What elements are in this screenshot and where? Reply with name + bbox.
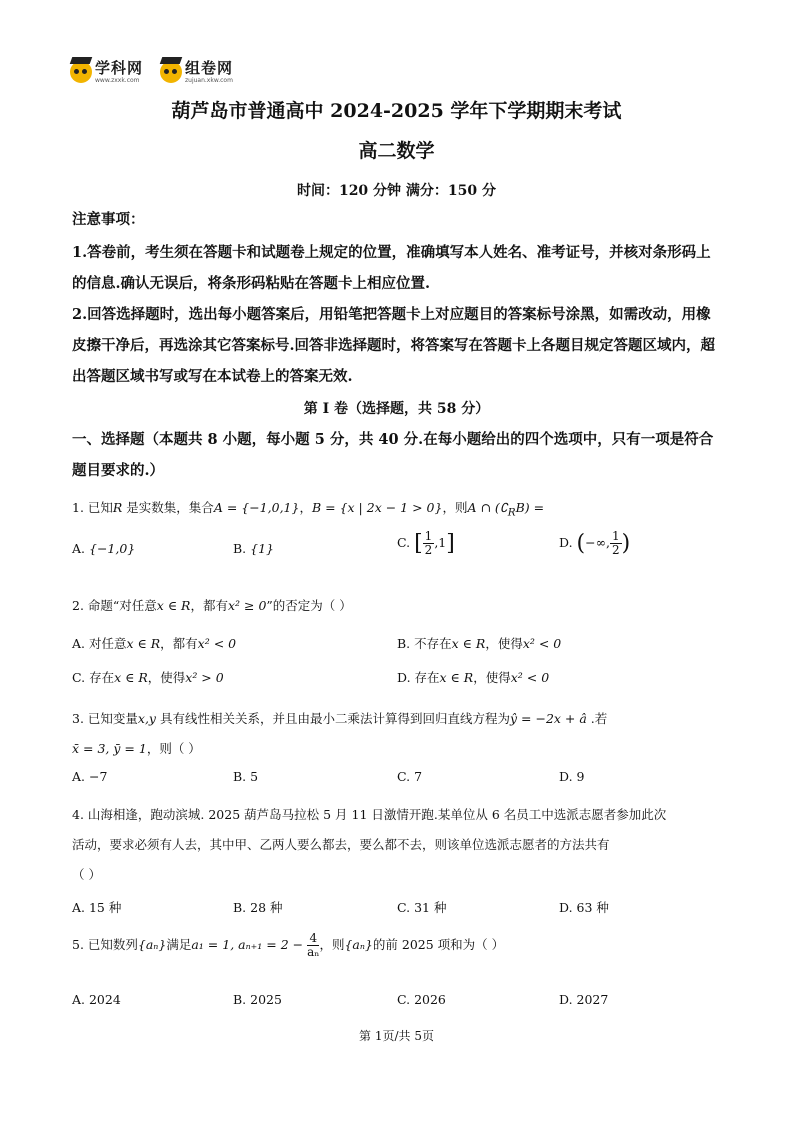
option-math: x² > 0 (185, 670, 224, 685)
q2-math: x² ≥ 0 (227, 598, 267, 613)
q1-text: 是实数集，集合 (122, 500, 214, 515)
frac-num: 1 (612, 529, 620, 543)
q1-text-2: ，则 (442, 500, 468, 515)
frac-num: 1 (424, 529, 433, 543)
question-2 (72, 596, 352, 614)
q5-math: {aₙ} (137, 937, 167, 953)
notice-heading: 注意事项： (72, 211, 145, 228)
subject-title: 高二数学 (358, 140, 435, 162)
q1-expr-end: B) = (515, 500, 545, 515)
q3-option-b[interactable]: B. 5 (233, 769, 259, 784)
q1-expr-sub: R (507, 506, 516, 519)
q4-option-d[interactable]: D. 63 种 (559, 900, 609, 915)
frac-den: aₙ (307, 945, 320, 960)
q5-math: {aₙ} (344, 937, 373, 953)
notice-item-1: 1.答卷前，考生须在答题卡和试题卷上规定的位置，准确填写本人姓名、准考证号，并核对条形码上的信息.确认无误后，将条形码粘贴在答题卡上相应位置. (72, 244, 711, 292)
option-math: x ∈ R (114, 670, 148, 685)
option-math: x² < 0 (197, 636, 237, 651)
logo-name: 学科网 (95, 58, 144, 77)
question-4-line-3: （ ） (72, 867, 101, 882)
q1-comma: ， (299, 500, 312, 515)
q2-option-b[interactable] (397, 634, 561, 652)
frac-num: 4 (309, 931, 318, 945)
q1-option-a[interactable] (72, 541, 135, 556)
q3-option-d[interactable]: D. 9 (559, 769, 585, 784)
q5-option-a[interactable]: A. 2024 (72, 992, 121, 1007)
question-3 (72, 709, 607, 727)
q3-text: .若 (586, 711, 608, 726)
q3-text: 3. 已知变量 (72, 711, 138, 726)
question-1 (72, 498, 544, 519)
logo-name: 组卷网 (185, 58, 234, 77)
q1-option-b[interactable] (233, 541, 274, 556)
option-value: −∞, (585, 535, 611, 551)
option-label: B. (233, 541, 247, 556)
question-5 (72, 932, 504, 959)
question-3-line-2 (72, 739, 201, 757)
q4-option-b[interactable]: B. 28 种 (233, 900, 283, 915)
option-text: ，使得 (485, 636, 523, 651)
question-4-line-1: 4. 山海相逢，跑动滨城. 2025 葫芦岛马拉松 5 月 11 日激情开跑.某单位从 6 名员工中选派志愿者参加此次 (72, 807, 667, 822)
page-footer: 第 1页/共 5页 (359, 1029, 434, 1043)
q3-option-c[interactable]: C. 7 (397, 769, 423, 784)
q1-prefix: 1. 已知 (72, 500, 113, 515)
time-info: 时间：120 分钟 满分：150 分 (296, 183, 497, 199)
option-value: {−1,0} (89, 541, 136, 556)
q3-math: x,y (137, 711, 156, 726)
option-label: A. (72, 541, 86, 556)
option-text: ，使得 (473, 670, 511, 685)
option-math: x² < 0 (522, 636, 562, 651)
option-text: D. 存在 (397, 670, 440, 685)
option-label: D. (559, 535, 573, 551)
option-text: B. 不存在 (397, 636, 452, 651)
logo-url: zujuan.xkw.com (185, 76, 233, 84)
option-text: A. 对任意 (72, 636, 127, 651)
q1-var: R (112, 500, 123, 515)
option-value: ,1 (434, 535, 447, 551)
option-text: C. 存在 (72, 670, 115, 685)
q5-option-c[interactable]: C. 2026 (397, 992, 446, 1007)
option-math: x ∈ R (126, 636, 161, 651)
q4-option-c[interactable]: C. 31 种 (397, 900, 447, 915)
q1-expr: A ∩ (∁ (467, 500, 508, 515)
q2-option-d[interactable] (397, 668, 549, 686)
q5-condition: a₁ = 1, aₙ₊₁ = 2 − (191, 937, 304, 953)
q2-text: 2. 命题“对任意 (72, 598, 157, 613)
logo-xueke (70, 58, 143, 86)
q2-option-c[interactable] (72, 668, 224, 686)
exam-title: 葫芦岛市普通高中 2024-2025 学年下学期期末考试 (171, 100, 622, 122)
option-value: {1} (250, 541, 275, 556)
q3-option-a[interactable]: A. −7 (72, 769, 108, 784)
logo-url: www.zxxk.com (95, 76, 140, 84)
q3-math: x̄ = 3, ȳ = 1 (72, 741, 147, 756)
option-math: x² < 0 (510, 670, 550, 685)
option-math: x ∈ R (439, 670, 474, 685)
q3-text: ，则（ ） (146, 741, 201, 756)
part1-heading: 一、选择题（本题共 8 小题，每小题 5 分，共 40 分.在每小题给出的四个选项中，只有一项是符合题目要求的.） (72, 431, 714, 479)
option-text: ，都有 (160, 636, 198, 651)
notice-item-2: 2.回答选择题时，选出每小题答案后，用铅笔把答题卡上对应题目的答案标号涂黑，如需改动，用橡皮擦干净后，再选涂其它答案标号.回答非选择题时，将答案写在答题卡上各题目规定答题区域内，超出答题区域书写或写在本试卷上的答案无效. (72, 306, 716, 385)
q5-text: 的前 2025 项和为（ ） (372, 937, 505, 953)
question-4-line-2: 活动，要求必须有人去，其中甲、乙两人要么都去，要么都不去，则该单位选派志愿者的方法共有 (72, 837, 610, 852)
q3-equation: ŷ = −2x + â (509, 711, 587, 726)
q2-text: ，都有 (190, 598, 228, 613)
option-label: C. (397, 535, 411, 551)
option-math: x ∈ R (451, 636, 486, 651)
q3-text: 具有线性相关关系，并且由最小二乘法计算得到回归直线方程为 (156, 711, 510, 726)
q2-option-a[interactable] (72, 634, 236, 652)
q5-option-d[interactable]: D. 2027 (559, 992, 609, 1007)
mascot-icon (70, 61, 92, 83)
volume-heading: 第 I 卷（选择题，共 58 分） (303, 401, 490, 417)
q1-option-c[interactable]: C. [ $\frac{1}{2}$ ,1] (397, 529, 455, 558)
frac-den: 2 (424, 543, 433, 558)
q4-option-a[interactable]: A. 15 种 (72, 900, 122, 915)
q1-option-d[interactable]: D. (−∞, $\frac{1}{2}$ ) (559, 529, 631, 558)
q2-math: x ∈ R (156, 598, 191, 613)
q5-text: 5. 已知数列 (72, 937, 138, 953)
q1-set-a: A = {−1,0,1} (213, 500, 300, 515)
option-text: ，使得 (147, 670, 186, 685)
q5-option-b[interactable]: B. 2025 (233, 992, 282, 1007)
q5-text: 满足 (166, 937, 192, 953)
mascot-icon (160, 61, 182, 83)
q2-text: ”的否定为（ ） (266, 598, 352, 613)
q1-set-b: B = {x | 2x − 1 > 0} (311, 500, 443, 515)
logo-zujuan (160, 58, 233, 86)
frac-den: 2 (612, 543, 620, 558)
q5-text: ，则 (319, 937, 345, 953)
